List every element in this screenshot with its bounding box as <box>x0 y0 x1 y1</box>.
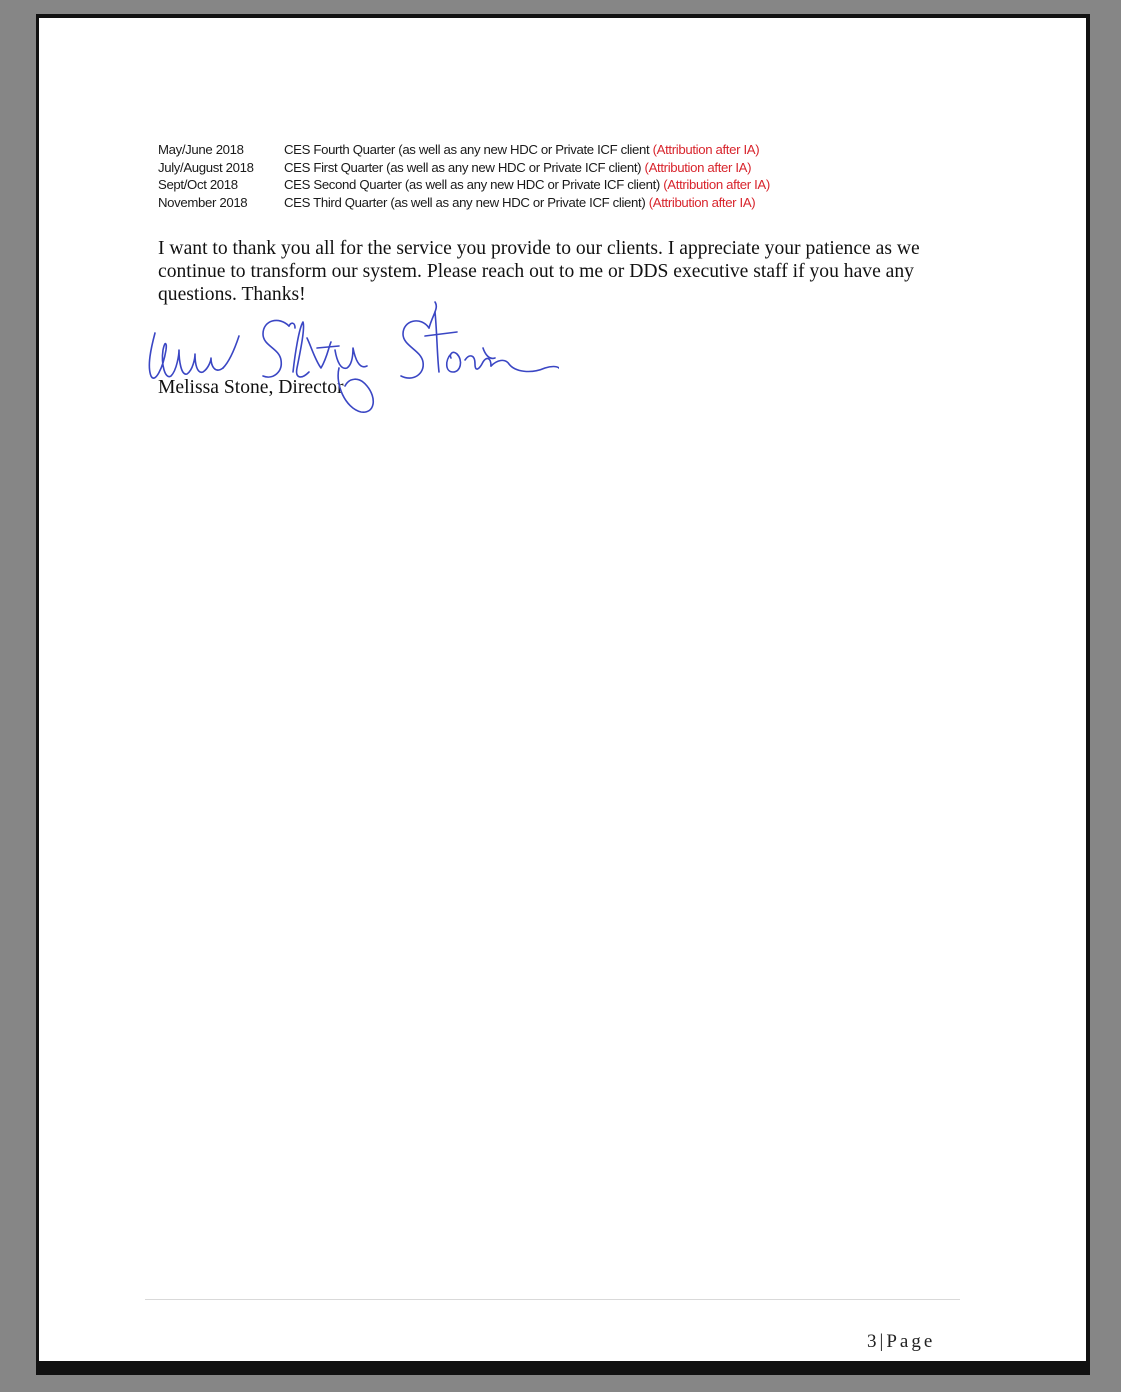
schedule-date: May/June 2018 <box>158 142 244 157</box>
schedule-description-text: CES First Quarter (as well as any new HDC or Private ICF client) <box>284 159 645 175</box>
attribution-note: (Attribution after IA) <box>648 194 756 210</box>
page-number <box>867 1331 935 1353</box>
schedule-description-text: CES Second Quarter (as well as any new HDC or Private ICF client) <box>284 177 664 192</box>
schedule-date: Sept/Oct 2018 <box>158 177 238 192</box>
signer-name-title: Melissa Stone, Director <box>158 377 344 398</box>
schedule-date: November 2018 <box>158 194 248 210</box>
page-number-value: 3 <box>867 1331 877 1352</box>
schedule-row <box>158 141 858 159</box>
closing-paragraph: I want to thank you all for the service you provide to our clients. I appreciate your patience as we continue to transform our system. Please reach out to me or DDS executive staff if you have any questions. Thanks! <box>158 238 920 305</box>
page-number-separator: | <box>879 1331 884 1352</box>
schedule-description <box>284 159 858 177</box>
handwritten-signature <box>139 288 559 428</box>
attribution-note: (Attribution after IA) <box>644 159 752 175</box>
attribution-note: (Attribution after IA) <box>652 142 760 157</box>
schedule-date: July/August 2018 <box>158 159 254 175</box>
schedule-description <box>284 141 858 159</box>
page-word: Page <box>886 1331 936 1352</box>
document-page <box>39 18 1086 1361</box>
schedule-row <box>158 176 858 194</box>
schedule-list <box>158 141 858 211</box>
schedule-description-text: CES Fourth Quarter (as well as any new HDC or Private ICF client <box>284 142 653 157</box>
schedule-description <box>284 194 858 212</box>
schedule-description-text: CES Third Quarter (as well as any new HDC or Private ICF client) <box>284 194 649 210</box>
schedule-description <box>284 176 858 194</box>
schedule-row <box>158 159 858 177</box>
attribution-note: (Attribution after IA) <box>663 177 770 192</box>
schedule-row <box>158 194 858 212</box>
footer-divider <box>145 1299 960 1300</box>
